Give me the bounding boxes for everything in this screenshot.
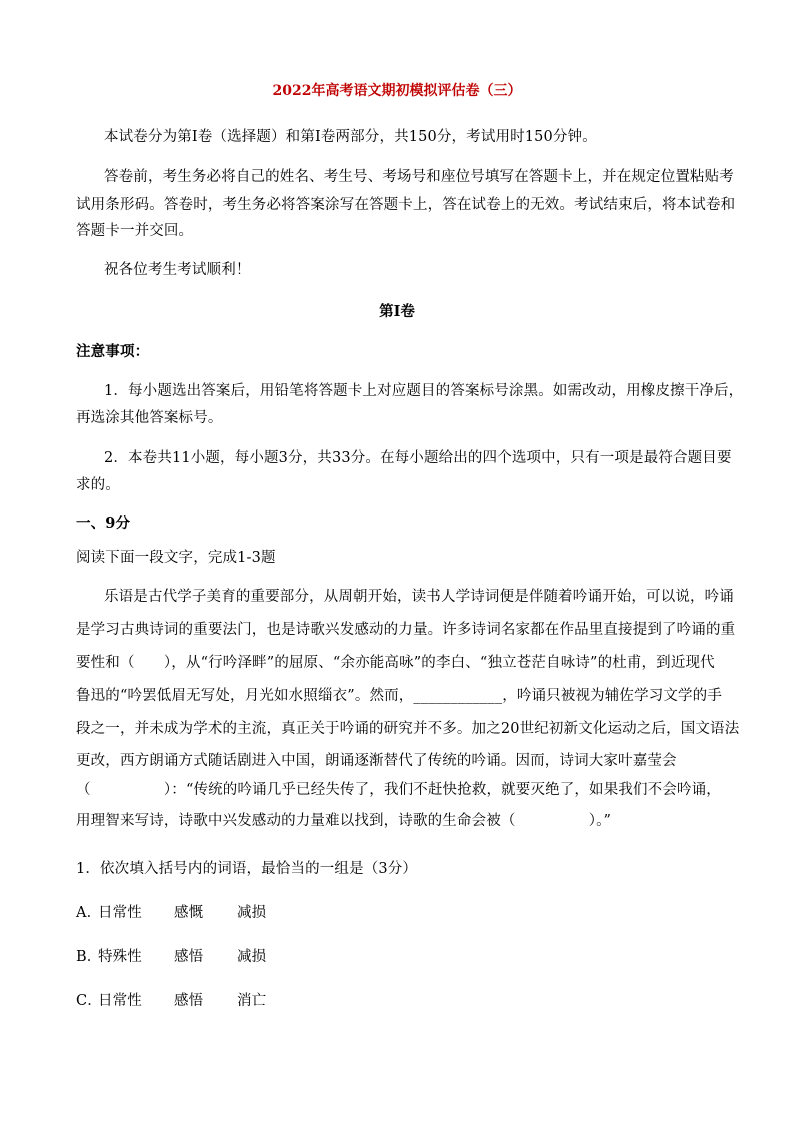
passage-line: 用理智来写诗，诗歌中兴发感动的力量难以找到，诗歌的生命会被（ ）。”	[76, 813, 612, 829]
option-word: 减损	[237, 905, 267, 921]
passage-line: 更改，西方朗诵方式随话剧进入中国，朗诵逐渐替代了传统的吟诵。因而，诗词大家叶嘉莹会	[76, 753, 677, 769]
passage-line: （ ）：“传统的吟诵几乎已经失传了，我们不赶快抢救，就要灭绝了，如果我们不会吟诵，	[76, 782, 721, 798]
passage-line: 要性和（ ），从“行吟泽畔”的屈原、“余亦能高咏”的李白、“独立苍茫自咏诗”的杜甫，到近现代	[76, 655, 715, 671]
note-item-2-line: 求的。	[76, 477, 120, 493]
option-word: 日常性	[98, 905, 142, 921]
wish-text: 祝各位考生考试顺利！	[104, 262, 251, 278]
note-item-1-line: 再选涂其他答案标号。	[76, 410, 223, 426]
option-b[interactable]	[76, 947, 292, 967]
option-letter: A．	[76, 905, 102, 921]
option-letter: B．	[76, 949, 102, 965]
reading-instruction: 阅读下面一段文字，完成1-3题	[76, 550, 276, 566]
option-a[interactable]	[76, 903, 292, 923]
note-item-1-line: 1．每小题选出答案后，用铅笔将答题卡上对应题目的答案标号涂黑。如需改动，用橡皮擦干净后，	[104, 383, 744, 399]
question-1-stem: 1．依次填入括号内的词语，最恰当的一组是（3分）	[76, 861, 418, 877]
passage-line: 鲁迅的“吟罢低眉无写处，月光如水照缁衣”。然而，____________，吟诵只被视为辅佐学习文学的手	[76, 688, 722, 704]
option-word: 减损	[237, 949, 267, 965]
option-c[interactable]	[76, 991, 292, 1011]
option-word: 日常性	[98, 993, 142, 1009]
option-word: 特殊性	[98, 949, 142, 965]
notes-heading: 注意事项：	[76, 343, 150, 360]
intro-line: 本试卷分为第Ⅰ卷（选择题）和第Ⅰ卷两部分，共150分，考试用时150分钟。	[104, 129, 597, 145]
option-word: 感慨	[174, 905, 204, 921]
note-item-2-line: 2．本卷共11小题，每小题3分，共33分。在每小题给出的四个选项中，只有一项是最符合题目要	[104, 450, 732, 466]
intro-paragraph-line: 试用条形码。答卷时，考生务必将答案涂写在答题卡上，答在试卷上的无效。考试结束后，将本试卷和	[76, 197, 736, 213]
intro-paragraph-line: 答题卡一并交回。	[76, 223, 194, 239]
passage-line: 乐语是古代学子美育的重要部分，从周朝开始，读书人学诗词便是伴随着吟诵开始，可以说，吟诵	[104, 589, 734, 605]
option-word: 感悟	[174, 949, 204, 965]
passage-line: 段之一，并未成为学术的主流，真正关于吟诵的研究并不多。加之20世纪初新文化运动之后，国文语法	[76, 721, 740, 737]
part-heading: 一、9分	[76, 515, 131, 532]
passage-line: 是学习古典诗词的重要法门，也是诗歌兴发感动的力量。许多诗词名家都在作品里直接提到了吟诵的重	[76, 622, 736, 638]
section-title: 第Ⅰ卷	[379, 303, 415, 320]
option-word: 消亡	[237, 993, 267, 1009]
option-letter: C．	[76, 993, 102, 1009]
option-word: 感悟	[174, 993, 204, 1009]
intro-paragraph-line: 答卷前，考生务必将自己的姓名、考生号、考场号和座位号填写在答题卡上，并在规定位置粘贴考	[104, 169, 734, 185]
exam-title: 2022年高考语文期初模拟评估卷（三）	[272, 83, 522, 99]
